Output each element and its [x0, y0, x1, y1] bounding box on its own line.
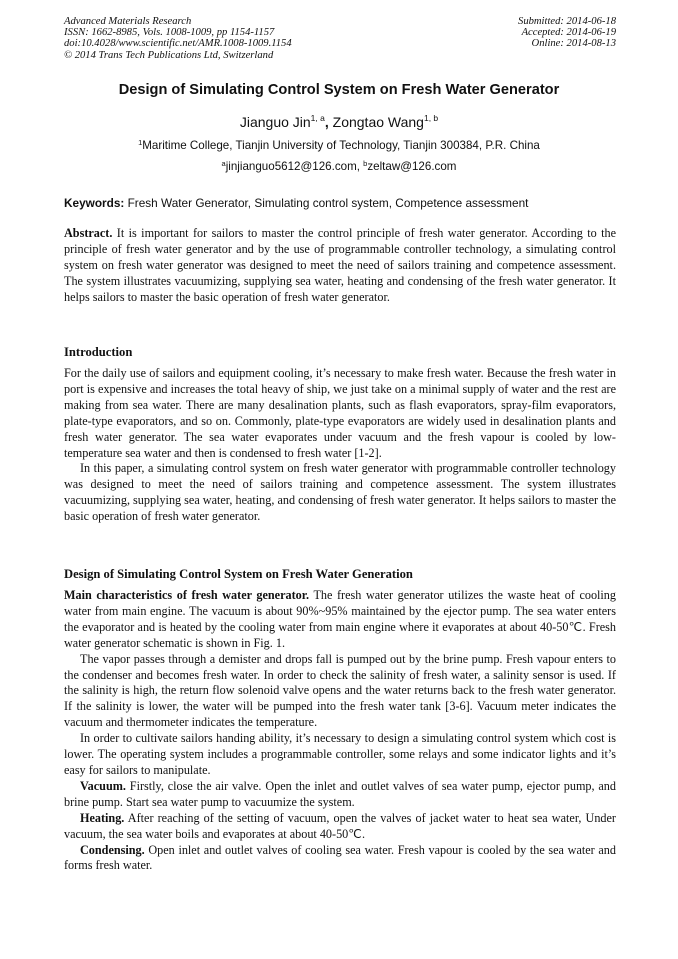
submission-dates — [518, 16, 616, 50]
abstract — [64, 226, 616, 306]
paragraph-text: Open inlet and outlet valves of cooling sea water. Fresh vapour is cooled by the sea water and forms fresh water. — [64, 842, 616, 873]
date-online: Online: 2014-08-13 — [531, 38, 616, 50]
email-superscript: b — [363, 159, 368, 168]
step-label-condensing: Condensing. — [80, 842, 145, 857]
author-superscript: 1, b — [423, 113, 439, 123]
keywords-label: Keywords: — [64, 196, 125, 210]
step-label-vacuum: Vacuum. — [80, 778, 126, 793]
abstract-text: It is important for sailors to master the control principle of fresh water generator. According to the principle of fresh water generator and by the use of programmable controller technology, a simulating control system on fresh water generator was designed to meet the need of sailors training and competence assessment. The system illustrates vacuumizing, supplying sea water, heating and condensing of the fresh water generator. It helps sailors to master the basic operation of fresh water generator. — [64, 226, 616, 304]
email-link[interactable]: jinjianguo5612@126.com, — [225, 160, 364, 173]
abstract-label: Abstract. — [64, 226, 113, 240]
date-submitted: Submitted: 2014-06-18 — [518, 16, 616, 27]
affiliation — [0, 139, 678, 152]
paragraph: In order to cultivate sailors handing ability, it’s necessary to design a simulating control system which cost is lower. The operating system includes a programmable controller, some relays and some indicator lights and it’s easy for sailors to manipulate. — [64, 731, 616, 777]
keywords-text: Fresh Water Generator, Simulating control system, Competence assessment — [124, 196, 529, 210]
paragraph: In this paper, a simulating control system on fresh water generator with programmable controller technology was designed to meet the need of sailors training and competence assessment. The system illustrates vacuumizing, supplying sea water, heating, and condensing of fresh water generator. It helps sailors to master the basic operation of fresh water generator. — [64, 461, 616, 524]
author-superscript: 1, a — [310, 113, 325, 123]
date-accepted: Accepted: 2014-06-19 — [521, 27, 616, 39]
journal-name: Advanced Materials Research — [64, 16, 192, 27]
paragraph-text: Firstly, close the air valve. Open the inlet and outlet valves of sea water pump, ejector pump, and brine pump. Start sea water pump to vacuumize the system. — [64, 778, 616, 809]
author-name: Zongtao Wang — [332, 114, 424, 130]
author-separator: , — [324, 114, 333, 130]
author-line — [0, 114, 678, 130]
journal-info — [64, 16, 292, 61]
affiliation-superscript: 1 — [138, 138, 143, 147]
abstract-paragraph — [64, 226, 616, 306]
subsection-label: Main characteristics of fresh water generator. — [64, 588, 310, 602]
paragraph — [64, 779, 616, 811]
journal-issn: ISSN: 1662-8985, Vols. 1008-1009, pp 1154-1157 — [64, 27, 275, 39]
paragraph — [64, 843, 616, 875]
paragraph-text: After reaching of the setting of vacuum, open the valves of jacket water to heat sea water, Under vacuum, the sea water boils and evaporates at about 40-50℃. — [64, 810, 616, 841]
email-superscript: a — [221, 159, 226, 168]
author-name: Jianguo Jin — [239, 114, 311, 130]
section-heading-design: Design of Simulating Control System on Fresh Water Generation — [64, 567, 413, 581]
journal-copyright: © 2014 Trans Tech Publications Ltd, Switzerland — [64, 49, 274, 61]
affiliation-text: Maritime College, Tianjin University of Technology, Tianjin 300384, P.R. China — [142, 139, 540, 152]
author-emails — [0, 160, 678, 173]
introduction-body — [64, 366, 616, 525]
keywords — [64, 196, 616, 210]
design-body — [64, 588, 616, 874]
paragraph — [64, 811, 616, 843]
section-heading-introduction: Introduction — [64, 345, 133, 359]
journal-doi: doi:10.4028/www.scientific.net/AMR.1008-1009.1154 — [64, 38, 292, 50]
paper-title: Design of Simulating Control System on Fresh Water Generator — [118, 82, 560, 98]
step-label-heating: Heating. — [80, 810, 125, 825]
paragraph: The vapor passes through a demister and drops fall is pumped out by the brine pump. Fresh vapour enters to the condenser and becomes fresh water. In order to check the salinity of fresh water, a salinity sensor is used. If the salinity is high, the return flow solenoid valve opens and the water returns back to the fresh water generator. If the salinity is lower, the water will be pumped into the fresh water tank [3-6]. Vacuum meter indicates the vacuum and thermometer indicates the temperature. — [64, 651, 616, 730]
email-link[interactable]: zeltaw@126.com — [367, 160, 457, 173]
paragraph: For the daily use of sailors and equipment cooling, it’s necessary to make fresh water. Because the fresh water in port is expensive and increases the total heavy of ship, we just take on a minimal supply of water and the rest are making from sea water. There are many desalination plants, such as flash evaporators, spray-film evaporators, plate-type evaporators, and so on. Commonly, plate-type evaporators are widely used in desalination plants and fresh water generator. The sea water evaporates under vacuum and the fresh vapour is cooled by low-temperature sea water and then is condensed to fresh water [1-2]. — [64, 366, 616, 460]
paragraph — [64, 588, 616, 652]
paragraph-text: The fresh water generator utilizes the waste heat of cooling water from main engine. The vacuum is about 90%~95% maintained by the ejector pump. The sea water enters the evaporator and is heated by the cooling water from main engine where it evaporates at about 40-50℃. Fresh water generator schematic is shown in Fig. 1. — [64, 588, 616, 650]
